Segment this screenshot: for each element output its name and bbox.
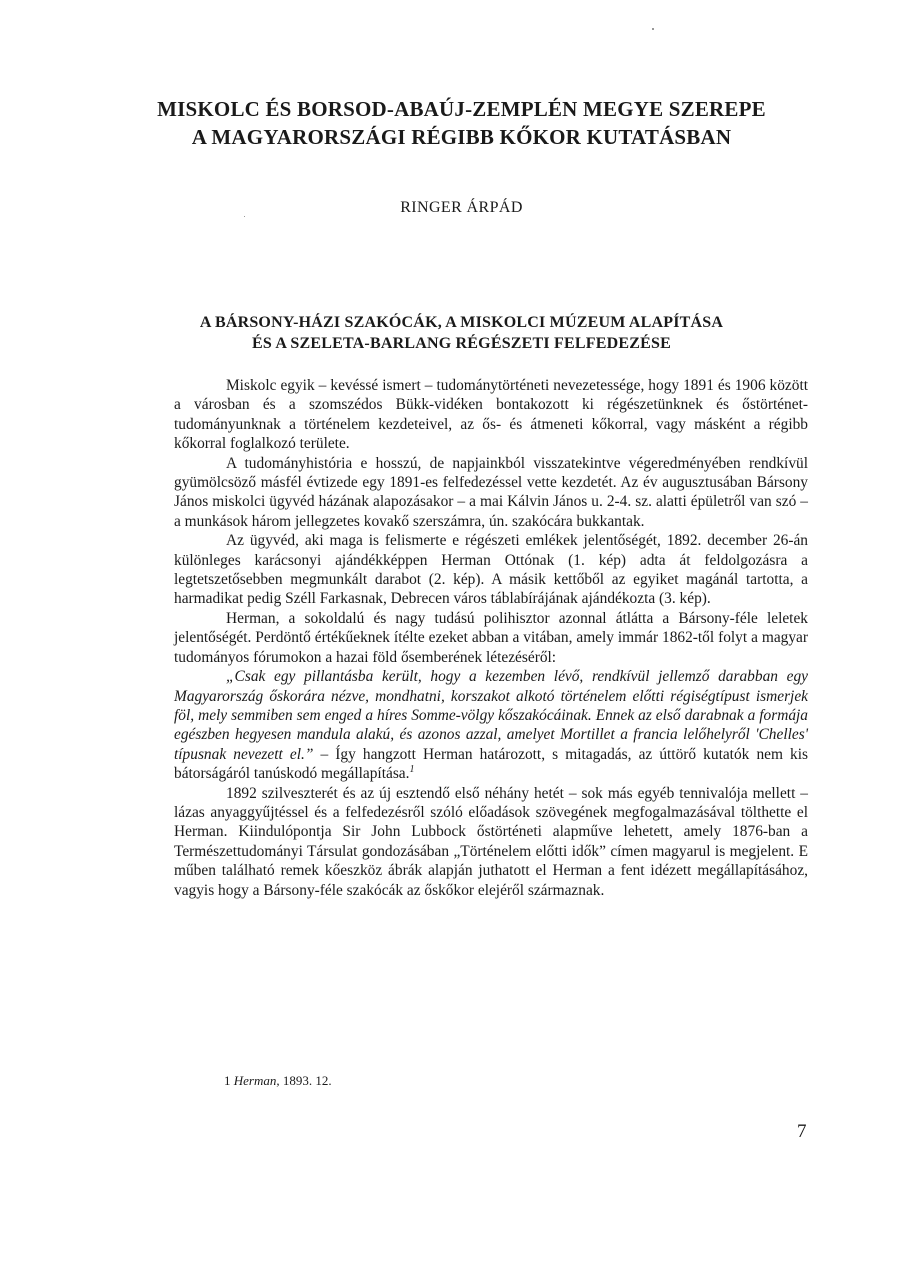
footnote-author: Herman, (233, 1073, 280, 1088)
quote-text: „Csak egy pillantásba került, hogy a kezemben lévő, rendkívül jellemző darabban egy Magyarország őskorára nézve, mondhatni, korszakot alkotó történelem előtti régiségtípust ismerjek föl, mely semmiben sem enged a híres Somme-völgy kőszakócáinak. Ennek az első darabnak a formája egészben hegyesen mandula alakú, és azonos azzal, amelyet Mortillet a francia lelőhelyről 'Chelles' típusnak nevezett el.” (174, 668, 808, 763)
article-body (174, 376, 808, 900)
author-name: RINGER ÁRPÁD (400, 199, 523, 216)
paragraph-1: Miskolc egyik – kevéssé ismert – tudománytörténeti nevezetessége, hogy 1891 és 1906 között a városban és a szomszédos Bükk-vidéken bontakozott ki régészetünknek és őstörténet-tudományunknak a történelem kezdeteivel, az ős- és átmeneti kőkorral, vagy másként a régibb kőkorral foglalkozó területe. (174, 377, 808, 453)
paragraph-4: Herman, a sokoldalú és nagy tudású polihisztor azonnal átlátta a Bársony-féle leletek jelentőségét. Perdöntő értékűeknek ítélte ezeket abban a vitában, amely immár 1862-től folyt a magyar tudományos fórumokon a hazai föld ősemberének létezéséről: (174, 609, 808, 666)
article-title (140, 95, 783, 151)
paragraph-5: 1892 szilveszterét és az új esztendő első néhány hetét – sok más egyéb tennivalója mellett – lázas anyaggyűjtéssel és a felfedezésről szóló előadások szövegének megfogalmazásával tölthette el Herman. Kiindulópontja Sir John Lubbock őstörténeti alapműve lehetett, amely 1876-ban a Természettudományi Társulat gondozásában „Történelem előtti idők” címen magyarul is megjelent. E műben található remek kőeszköz ábrák alapján juthatott el Herman a fent idézett megállapításához, vagyis hogy a Bársony-féle szakócák az őskőkor elejéről származnak. (174, 784, 808, 899)
footnote-number: 1 (224, 1073, 231, 1088)
article-title-line-1: MISKOLC ÉS BORSOD-ABAÚJ-ZEMPLÉN MEGYE SZEREPE (157, 97, 766, 121)
section-title-line-2: ÉS A SZELETA-BARLANG RÉGÉSZETI FELFEDEZÉSE (252, 335, 671, 352)
article-title-line-2: A MAGYARORSZÁGI RÉGIBB KŐKOR KUTATÁSBAN (191, 125, 732, 149)
page-number: 7 (797, 1121, 807, 1142)
quote-commentary: – Így hangzott Herman határozott, s mitagadás, az úttörő kutatók nem kis bátorságáról tanúskodó megállapítása. (174, 745, 808, 783)
section-title (140, 312, 783, 354)
paragraph-3: Az ügyvéd, aki maga is felismerte e régészeti emlékek jelentőségét, 1892. december 26-án különleges karácsonyi ajándékképpen Herman Ottónak (1. kép) adta át feldolgozásra a legtetszetősebben megmunkált darabot (2. kép). A másik kettőből az egyiket magánál tartotta, a harmadikat pedig Széll Farkasnak, Debrecen város táblabírájának ajándékozta (3. kép). (174, 532, 808, 608)
quote-paragraph (174, 667, 808, 783)
scan-speck (652, 28, 654, 30)
footnote (224, 1073, 332, 1089)
footnote-reference[interactable]: 1 (409, 764, 415, 776)
paragraph-2: A tudományhistória e hosszú, de napjainkból visszatekintve végeredményében rendkívül gyümölcsöző másfél évtizede egy 1891-es felfedezéssel vette kezdetét. Az év augusztusában Bársony János miskolci ügyvéd házának alapozásakor – a mai Kálvin János u. 2-4. sz. alatti épületről van szó – a munkások három jellegzetes kovakő szerszámra, ún. szakócára bukkantak. (174, 454, 808, 530)
footnote-citation: 1893. 12. (282, 1073, 332, 1088)
section-title-line-1: A BÁRSONY-HÁZI SZAKÓCÁK, A MISKOLCI MÚZEUM ALAPÍTÁSA (199, 314, 724, 331)
